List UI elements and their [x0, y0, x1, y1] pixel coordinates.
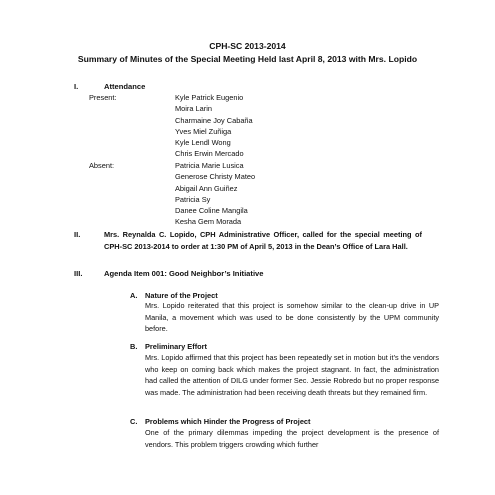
section-number-attendance: I.	[74, 82, 79, 91]
list-item: Moira Larin	[175, 104, 212, 114]
list-item: Patricia Sy	[175, 194, 211, 204]
list-item: Charmaine Joy Cabaña	[175, 115, 253, 125]
call-to-order-paragraph: Mrs. Reynalda C. Lopido, CPH Administrative Officer, called for the special meeting of CPH-SC 2013-2014 to order at 1:30 PM of April 5, 2013 in the Dean’s Office of Lara Hall.	[104, 230, 422, 251]
agenda-item-letter: A.	[130, 291, 138, 300]
list-item: Generose Christy Mateo	[175, 172, 256, 182]
agenda-item-heading: Problems which Hinder the Progress of Project	[145, 417, 311, 426]
section-number-call-to-order: II.	[74, 230, 81, 239]
list-item: Kyle Patrick Eugenio	[175, 93, 244, 102]
absent-label: Absent:	[89, 161, 115, 170]
agenda-item-letter: C.	[130, 417, 138, 426]
section-number-agenda: III.	[74, 269, 83, 278]
agenda-item-heading: Preliminary Effort	[145, 342, 208, 351]
agenda-item-body: Mrs. Lopido reiterated that this project is somehow similar to the clean-up drive in UP Manila, a movement which was used to be done consistently by the UPM community before.	[145, 301, 439, 334]
present-label: Present:	[89, 93, 117, 102]
agenda-item-body: Mrs. Lopido affirmed that this project has been repeatedly set in motion but it’s the vendors who keep on coming back which makes the project stagnant. In fact, the administration had called the attention of DILG under former Sec. Jessie Robredo but no proper response was made. The administration had been receiving death threats but they remained firm.	[145, 353, 439, 398]
list-item: Yves Miel Zuñiga	[175, 126, 232, 136]
agenda-item-body: One of the primary dilemmas impeding the project development is the presence of vendors. This problem triggers crowding which further	[145, 428, 439, 449]
agenda-item-heading: Nature of the Project	[145, 291, 218, 300]
agenda-item-letter: B.	[130, 342, 138, 351]
list-item: Chris Erwin Mercado	[175, 149, 244, 159]
section-heading-attendance: Attendance	[104, 82, 146, 91]
list-item: Danee Coline Mangila	[175, 206, 248, 216]
document-title: CPH-SC 2013-2014	[209, 41, 286, 51]
list-item: Abigail Ann Guiñez	[175, 183, 238, 193]
list-item: Kesha Gem Morada	[175, 217, 242, 227]
document-subtitle: Summary of Minutes of the Special Meeting Held last April 8, 2013 with Mrs. Lopido	[77, 54, 418, 64]
section-heading-agenda: Agenda Item 001: Good Neighbor’s Initiative	[104, 269, 264, 278]
present-list	[175, 92, 253, 160]
list-item: Kyle Lendl Wong	[175, 138, 231, 148]
list-item: Patricia Marie Lusica	[175, 161, 244, 170]
absent-list	[175, 160, 255, 228]
